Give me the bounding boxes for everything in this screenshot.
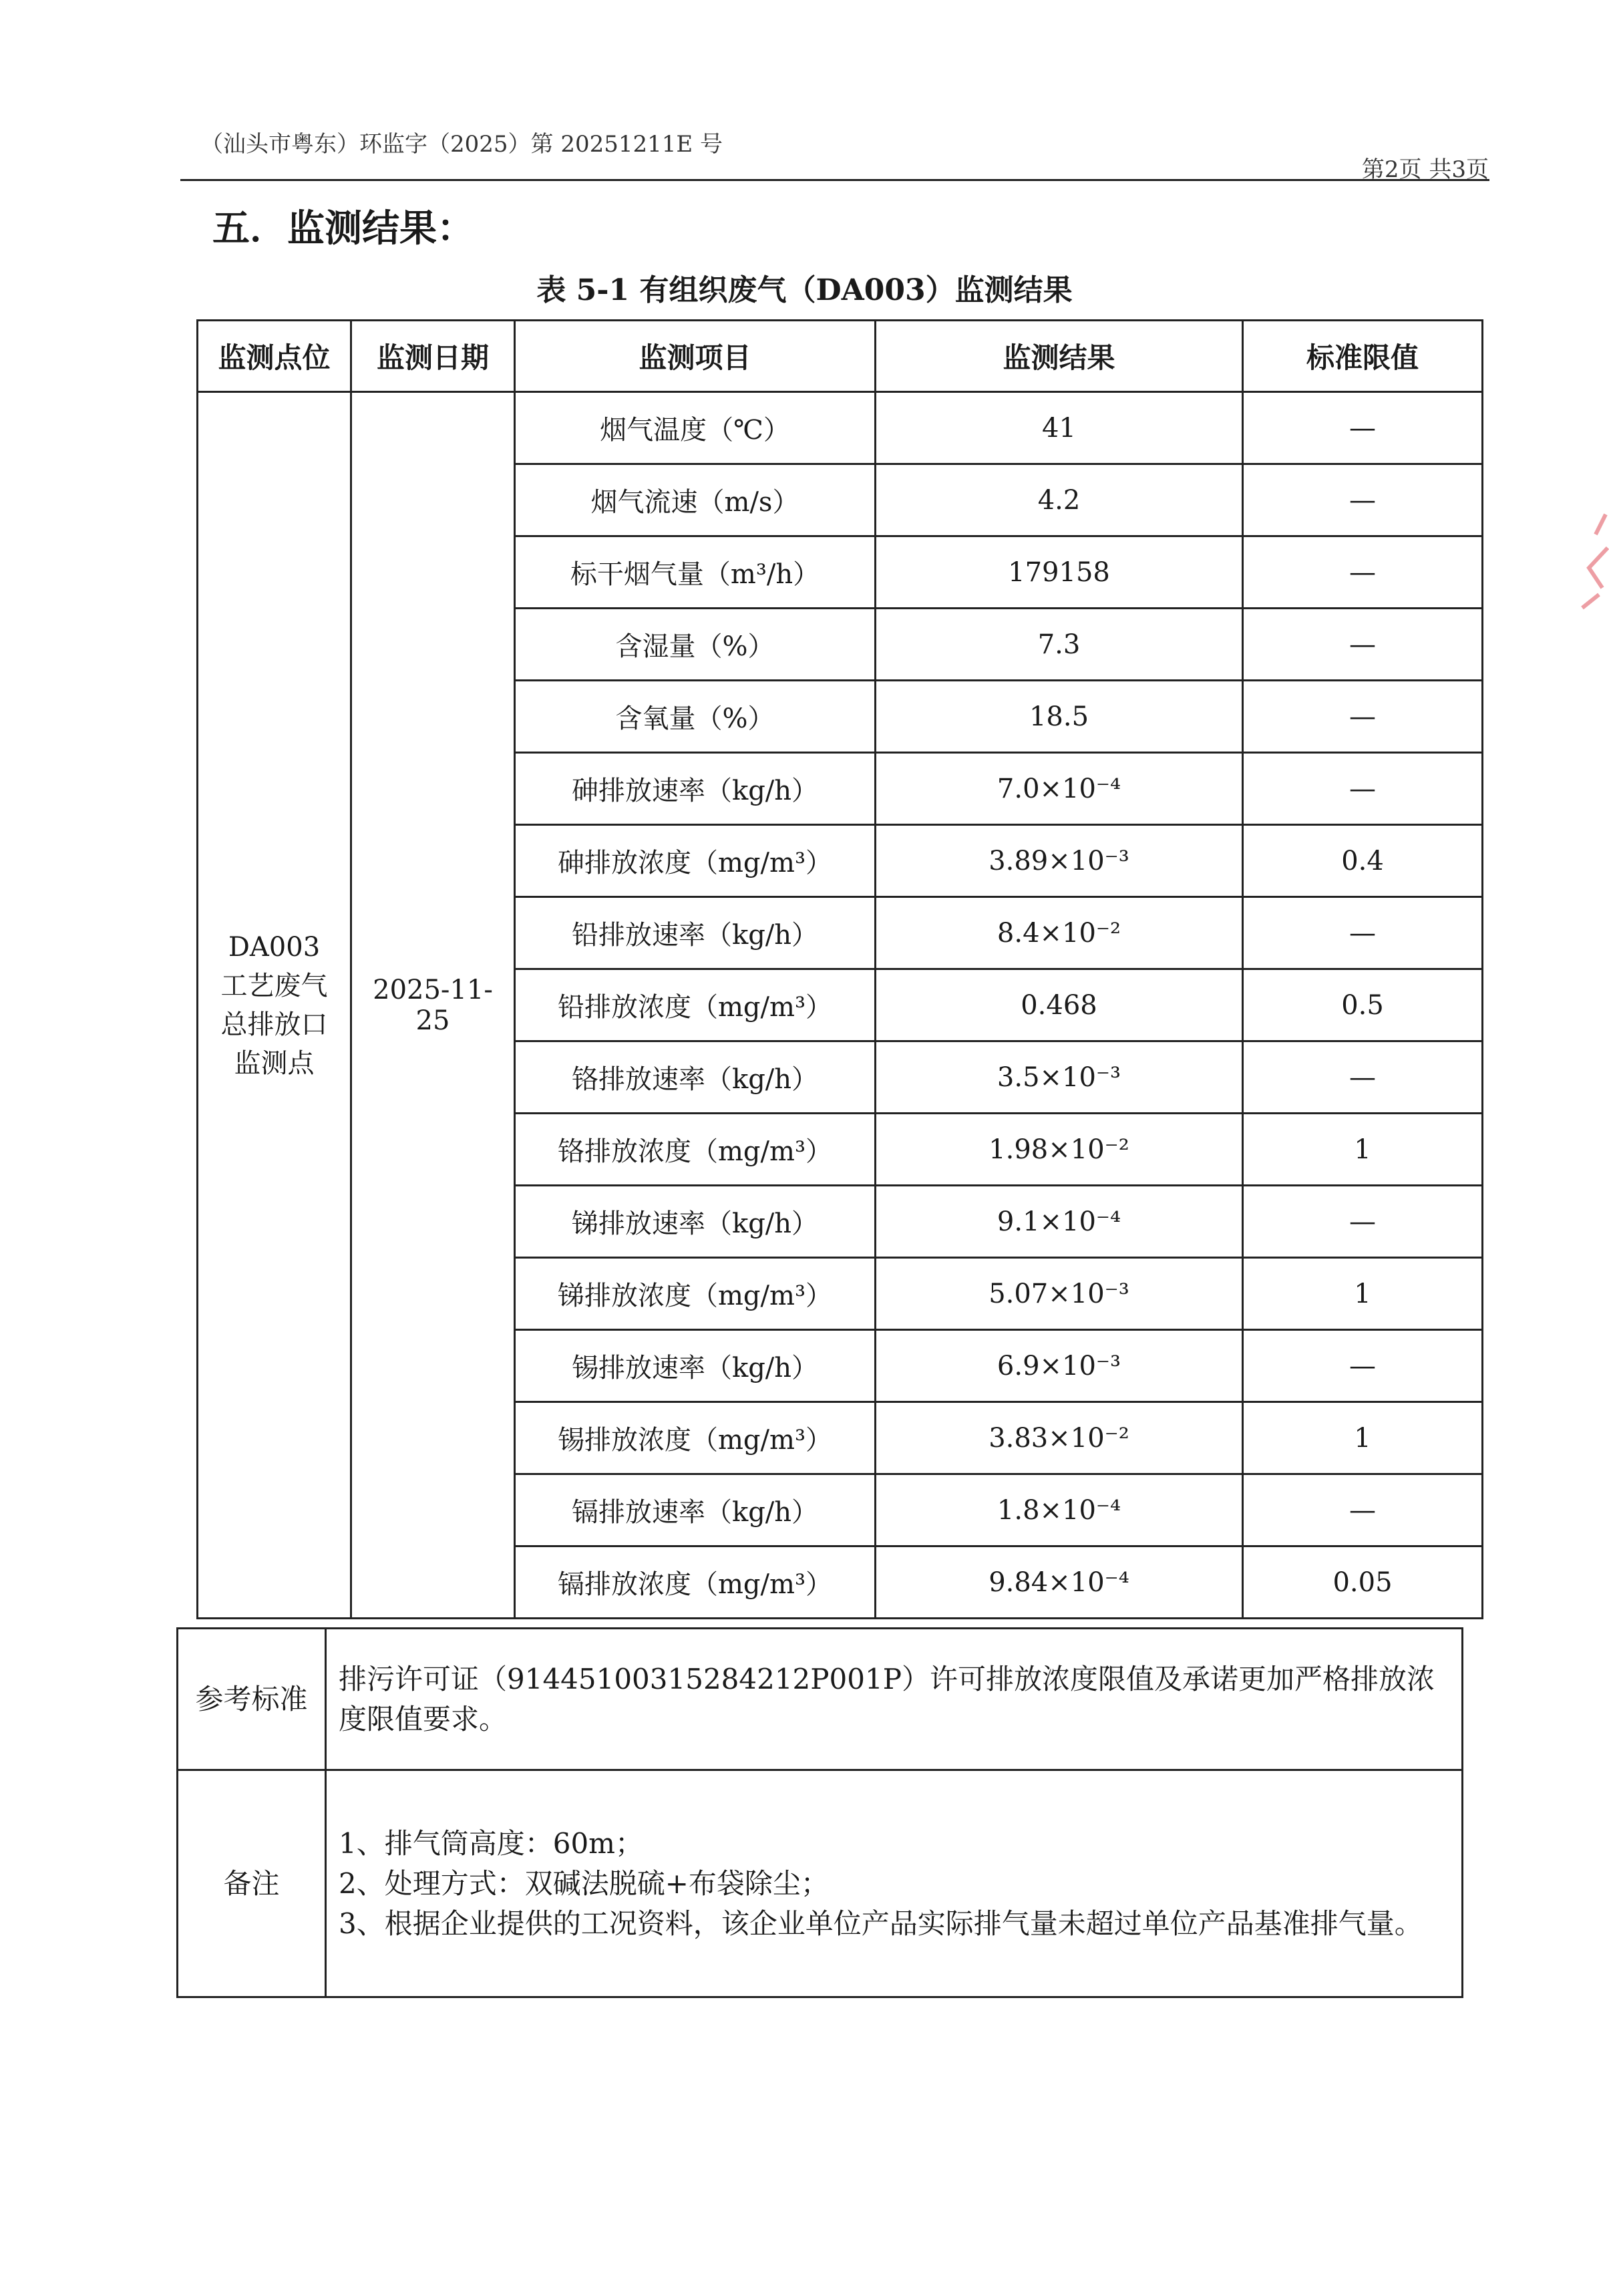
item-cell: 标干烟气量（m³/h） xyxy=(515,536,876,609)
monitoring-point-line: 工艺废气 xyxy=(220,970,328,1001)
result-cell: 1.98×10⁻² xyxy=(876,1114,1243,1186)
column-header: 标准限值 xyxy=(1243,321,1483,392)
limit-cell: — xyxy=(1243,1330,1483,1402)
result-cell: 3.83×10⁻² xyxy=(876,1402,1243,1474)
note-line: 2、处理方式：双碱法脱硫+布袋除尘； xyxy=(339,1866,829,1900)
monitoring-point-line: 总排放口 xyxy=(220,1009,328,1040)
item-cell: 铬排放速率（kg/h） xyxy=(515,1041,876,1114)
table-caption: 表 5-1 有组织废气（DA003）监测结果 xyxy=(536,273,1073,307)
monitoring-date-cell: 2025-11-25 xyxy=(351,392,515,1619)
item-cell: 铬排放浓度（mg/m³） xyxy=(515,1114,876,1186)
limit-cell: 1 xyxy=(1243,1258,1483,1330)
limit-cell: — xyxy=(1243,1186,1483,1258)
notes-row xyxy=(178,1770,1463,1997)
result-cell: 179158 xyxy=(876,536,1243,609)
monitoring-point-line: 监测点 xyxy=(234,1047,315,1079)
item-cell: 含湿量（%） xyxy=(515,609,876,681)
item-cell: 烟气温度（℃） xyxy=(515,392,876,464)
item-cell: 锡排放浓度（mg/m³） xyxy=(515,1402,876,1474)
reference-text: 排污许可证（91445100315284212P001P）许可排放浓度限值及承诺更加严格排放浓度限值要求。 xyxy=(326,1629,1463,1770)
item-cell: 砷排放速率（kg/h） xyxy=(515,753,876,825)
item-cell: 锑排放浓度（mg/m³） xyxy=(515,1258,876,1330)
notes-label: 备注 xyxy=(178,1770,326,1997)
limit-cell: 1 xyxy=(1243,1402,1483,1474)
item-cell: 砷排放浓度（mg/m³） xyxy=(515,825,876,897)
limit-cell: 0.05 xyxy=(1243,1546,1483,1619)
column-header: 监测日期 xyxy=(351,321,515,392)
item-cell: 锑排放速率（kg/h） xyxy=(515,1186,876,1258)
result-cell: 9.84×10⁻⁴ xyxy=(876,1546,1243,1619)
table-row xyxy=(198,392,1483,464)
item-cell: 镉排放速率（kg/h） xyxy=(515,1474,876,1546)
monitoring-point-line: DA003 xyxy=(228,931,321,963)
footer-table xyxy=(176,1627,1463,1998)
table-body xyxy=(198,392,1483,1619)
page-info: 第2页 共3页 xyxy=(1361,156,1489,183)
item-cell: 含氧量（%） xyxy=(515,681,876,753)
result-cell: 9.1×10⁻⁴ xyxy=(876,1186,1243,1258)
reference-label: 参考标准 xyxy=(178,1629,326,1770)
item-cell: 锡排放速率（kg/h） xyxy=(515,1330,876,1402)
limit-cell: — xyxy=(1243,753,1483,825)
limit-cell: 0.4 xyxy=(1243,825,1483,897)
result-cell: 3.89×10⁻³ xyxy=(876,825,1243,897)
item-cell: 铅排放速率（kg/h） xyxy=(515,897,876,969)
result-cell: 18.5 xyxy=(876,681,1243,753)
result-cell: 41 xyxy=(876,392,1243,464)
note-line: 1、排气筒高度：60m； xyxy=(339,1826,643,1860)
table-header-row xyxy=(198,321,1483,392)
item-cell: 铅排放浓度（mg/m³） xyxy=(515,969,876,1041)
result-cell: 0.468 xyxy=(876,969,1243,1041)
limit-cell: — xyxy=(1243,392,1483,464)
limit-cell: 1 xyxy=(1243,1114,1483,1186)
column-header: 监测项目 xyxy=(515,321,876,392)
reference-row xyxy=(178,1629,1463,1770)
limit-cell: — xyxy=(1243,897,1483,969)
results-table xyxy=(196,319,1483,1619)
monitoring-point-cell xyxy=(198,392,351,1619)
document-number: （汕头市粤东）环监字（2025）第 20251211E 号 xyxy=(200,131,723,158)
stamp-edge-mark xyxy=(1569,508,1609,615)
limit-cell: — xyxy=(1243,1474,1483,1546)
column-header: 监测点位 xyxy=(198,321,351,392)
limit-cell: — xyxy=(1243,1041,1483,1114)
note-line: 3、根据企业提供的工况资料，该企业单位产品实际排气量未超过单位产品基准排气量。 xyxy=(339,1907,1423,1940)
column-header: 监测结果 xyxy=(876,321,1243,392)
result-cell: 3.5×10⁻³ xyxy=(876,1041,1243,1114)
section-heading: 五．监测结果： xyxy=(212,207,474,251)
limit-cell: — xyxy=(1243,681,1483,753)
limit-cell: — xyxy=(1243,609,1483,681)
header-rule xyxy=(180,179,1489,181)
result-cell: 4.2 xyxy=(876,464,1243,536)
result-cell: 6.9×10⁻³ xyxy=(876,1330,1243,1402)
limit-cell: — xyxy=(1243,464,1483,536)
result-cell: 7.0×10⁻⁴ xyxy=(876,753,1243,825)
limit-cell: — xyxy=(1243,536,1483,609)
result-cell: 5.07×10⁻³ xyxy=(876,1258,1243,1330)
result-cell: 1.8×10⁻⁴ xyxy=(876,1474,1243,1546)
limit-cell: 0.5 xyxy=(1243,969,1483,1041)
item-cell: 烟气流速（m/s） xyxy=(515,464,876,536)
result-cell: 7.3 xyxy=(876,609,1243,681)
notes-text xyxy=(326,1770,1463,1997)
item-cell: 镉排放浓度（mg/m³） xyxy=(515,1546,876,1619)
result-cell: 8.4×10⁻² xyxy=(876,897,1243,969)
